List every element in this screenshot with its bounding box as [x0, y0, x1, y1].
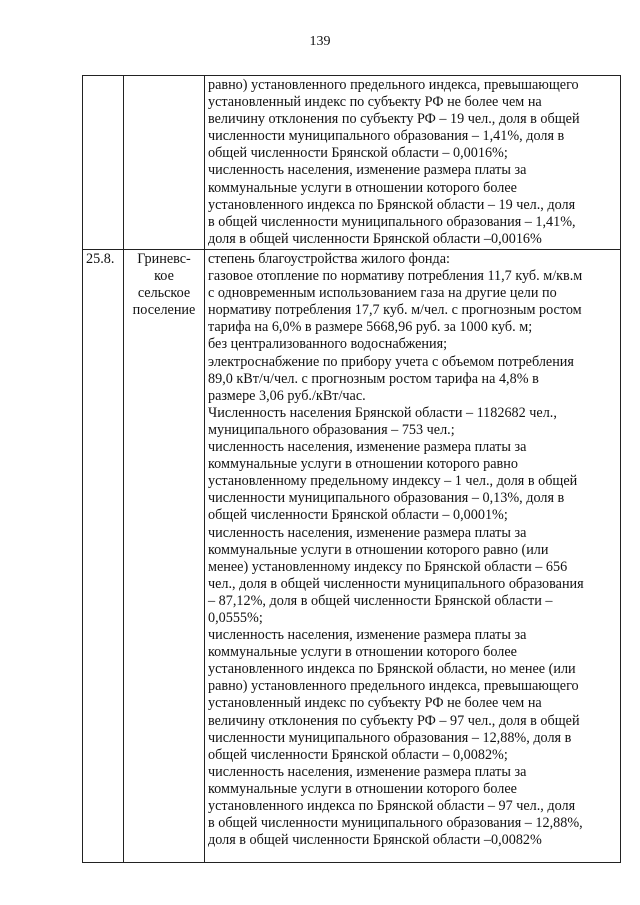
description-line: доля в общей численности Брянской области –0,0016%	[208, 230, 542, 247]
description-line: коммунальные услуги в отношении которого более	[208, 179, 517, 196]
description-line: численности муниципального образования – 12,88%, доля в	[208, 729, 572, 746]
description-line: численности муниципального образования – 1,41%, доля в	[208, 128, 565, 145]
description-line: с одновременным использованием газа на другие цели по	[208, 285, 557, 302]
description-line: чел., доля в общей численности муниципального образования	[208, 575, 584, 592]
description-line: величину отклонения по субъекту РФ – 97 чел., доля в общей	[208, 712, 580, 729]
description-line: коммунальные услуги в отношении которого равно (или	[208, 541, 549, 558]
description-line: менее) установленному индексу по Брянской области – 656	[208, 558, 568, 575]
description-line: нормативу потребления 17,7 куб. м/чел. с прогнозным ростом	[208, 302, 582, 319]
description-line: коммунальные услуги в отношении которого более	[208, 780, 517, 797]
description-line: доля в общей численности Брянской области –0,0082%	[208, 832, 542, 849]
description-line: равно) установленного предельного индекса, превышающего	[208, 77, 579, 93]
description-cell	[205, 76, 621, 250]
description-line: величину отклонения по субъекту РФ – 19 чел., доля в общей	[208, 111, 580, 128]
description-line: в общей численности муниципального образования – 1,41%,	[208, 213, 576, 230]
description-line: установленного индекса по Брянской области – 97 чел., доля	[208, 798, 576, 814]
municipality-name-line: кое	[154, 268, 174, 285]
description-line: коммунальные услуги в отношении которого более	[208, 644, 517, 661]
description-line: 89,0 кВт/ч/чел. с прогнозным ростом тарифа на 4,8% в	[208, 370, 539, 387]
description-line: общей численности Брянской области – 0,0082%;	[208, 746, 508, 763]
municipality-name-line: поселение	[132, 302, 196, 319]
table-row	[83, 76, 621, 250]
row-number-cell	[83, 76, 124, 250]
description-line: численность населения, изменение размера платы за	[208, 763, 527, 780]
description-line: – 87,12%, доля в общей численности Брянской области –	[208, 592, 553, 609]
description-line: численности муниципального образования – 0,13%, доля в	[208, 490, 565, 507]
table-row	[83, 250, 621, 863]
row-number-cell	[83, 250, 124, 863]
description-line: численность населения, изменение размера платы за	[208, 162, 527, 179]
description-line: общей численности Брянской области – 0,0001%;	[208, 507, 508, 524]
description-line: в общей численности муниципального образования – 12,88%,	[208, 815, 583, 832]
description-line: численность населения, изменение размера платы за	[208, 524, 527, 541]
page-number: 139	[309, 34, 331, 49]
description-line: установленному предельному индексу – 1 чел., доля в общей	[208, 473, 578, 490]
description-line: установленный индекс по субъекту РФ не более чем на	[208, 94, 542, 111]
description-line: размере 3,06 руб./кВт/час.	[208, 387, 366, 404]
description-line: газовое отопление по нормативу потребления 11,7 куб. м/кв.м	[208, 268, 583, 285]
description-line: 0,0555%;	[208, 609, 263, 626]
description-line: численность населения, изменение размера платы за	[208, 439, 527, 456]
description-line: Численность населения Брянской области – 1182682 чел.,	[208, 404, 557, 421]
description-line: численность населения, изменение размера платы за	[208, 627, 527, 644]
municipality-name-line: Гриневс-	[137, 251, 191, 267]
description-cell	[205, 250, 621, 863]
description-line: муниципального образования – 753 чел.;	[208, 421, 455, 438]
row-number: 25.8.	[86, 251, 115, 267]
description-line: установленного индекса по Брянской области, но менее (или	[208, 661, 576, 678]
municipality-name-cell	[124, 250, 205, 863]
description-line: электроснабжение по прибору учета с объемом потребления	[208, 353, 574, 370]
description-line: коммунальные услуги в отношении которого равно	[208, 456, 518, 473]
description-line: равно) установленного предельного индекса, превышающего	[208, 678, 579, 695]
description-line: тарифа на 6,0% в размере 5668,96 руб. за 1000 куб. м;	[208, 319, 533, 336]
description-line: степень благоустройства жилого фонда:	[208, 251, 450, 267]
municipality-name-cell	[124, 76, 205, 250]
description-line: без централизованного водоснабжения;	[208, 336, 448, 353]
municipality-name-line: сельское	[137, 285, 191, 302]
document-table	[82, 75, 621, 863]
description-line: установленный индекс по субъекту РФ не более чем на	[208, 695, 542, 712]
description-line: общей численности Брянской области – 0,0016%;	[208, 145, 508, 162]
description-line: установленного индекса по Брянской области – 19 чел., доля	[208, 196, 576, 213]
